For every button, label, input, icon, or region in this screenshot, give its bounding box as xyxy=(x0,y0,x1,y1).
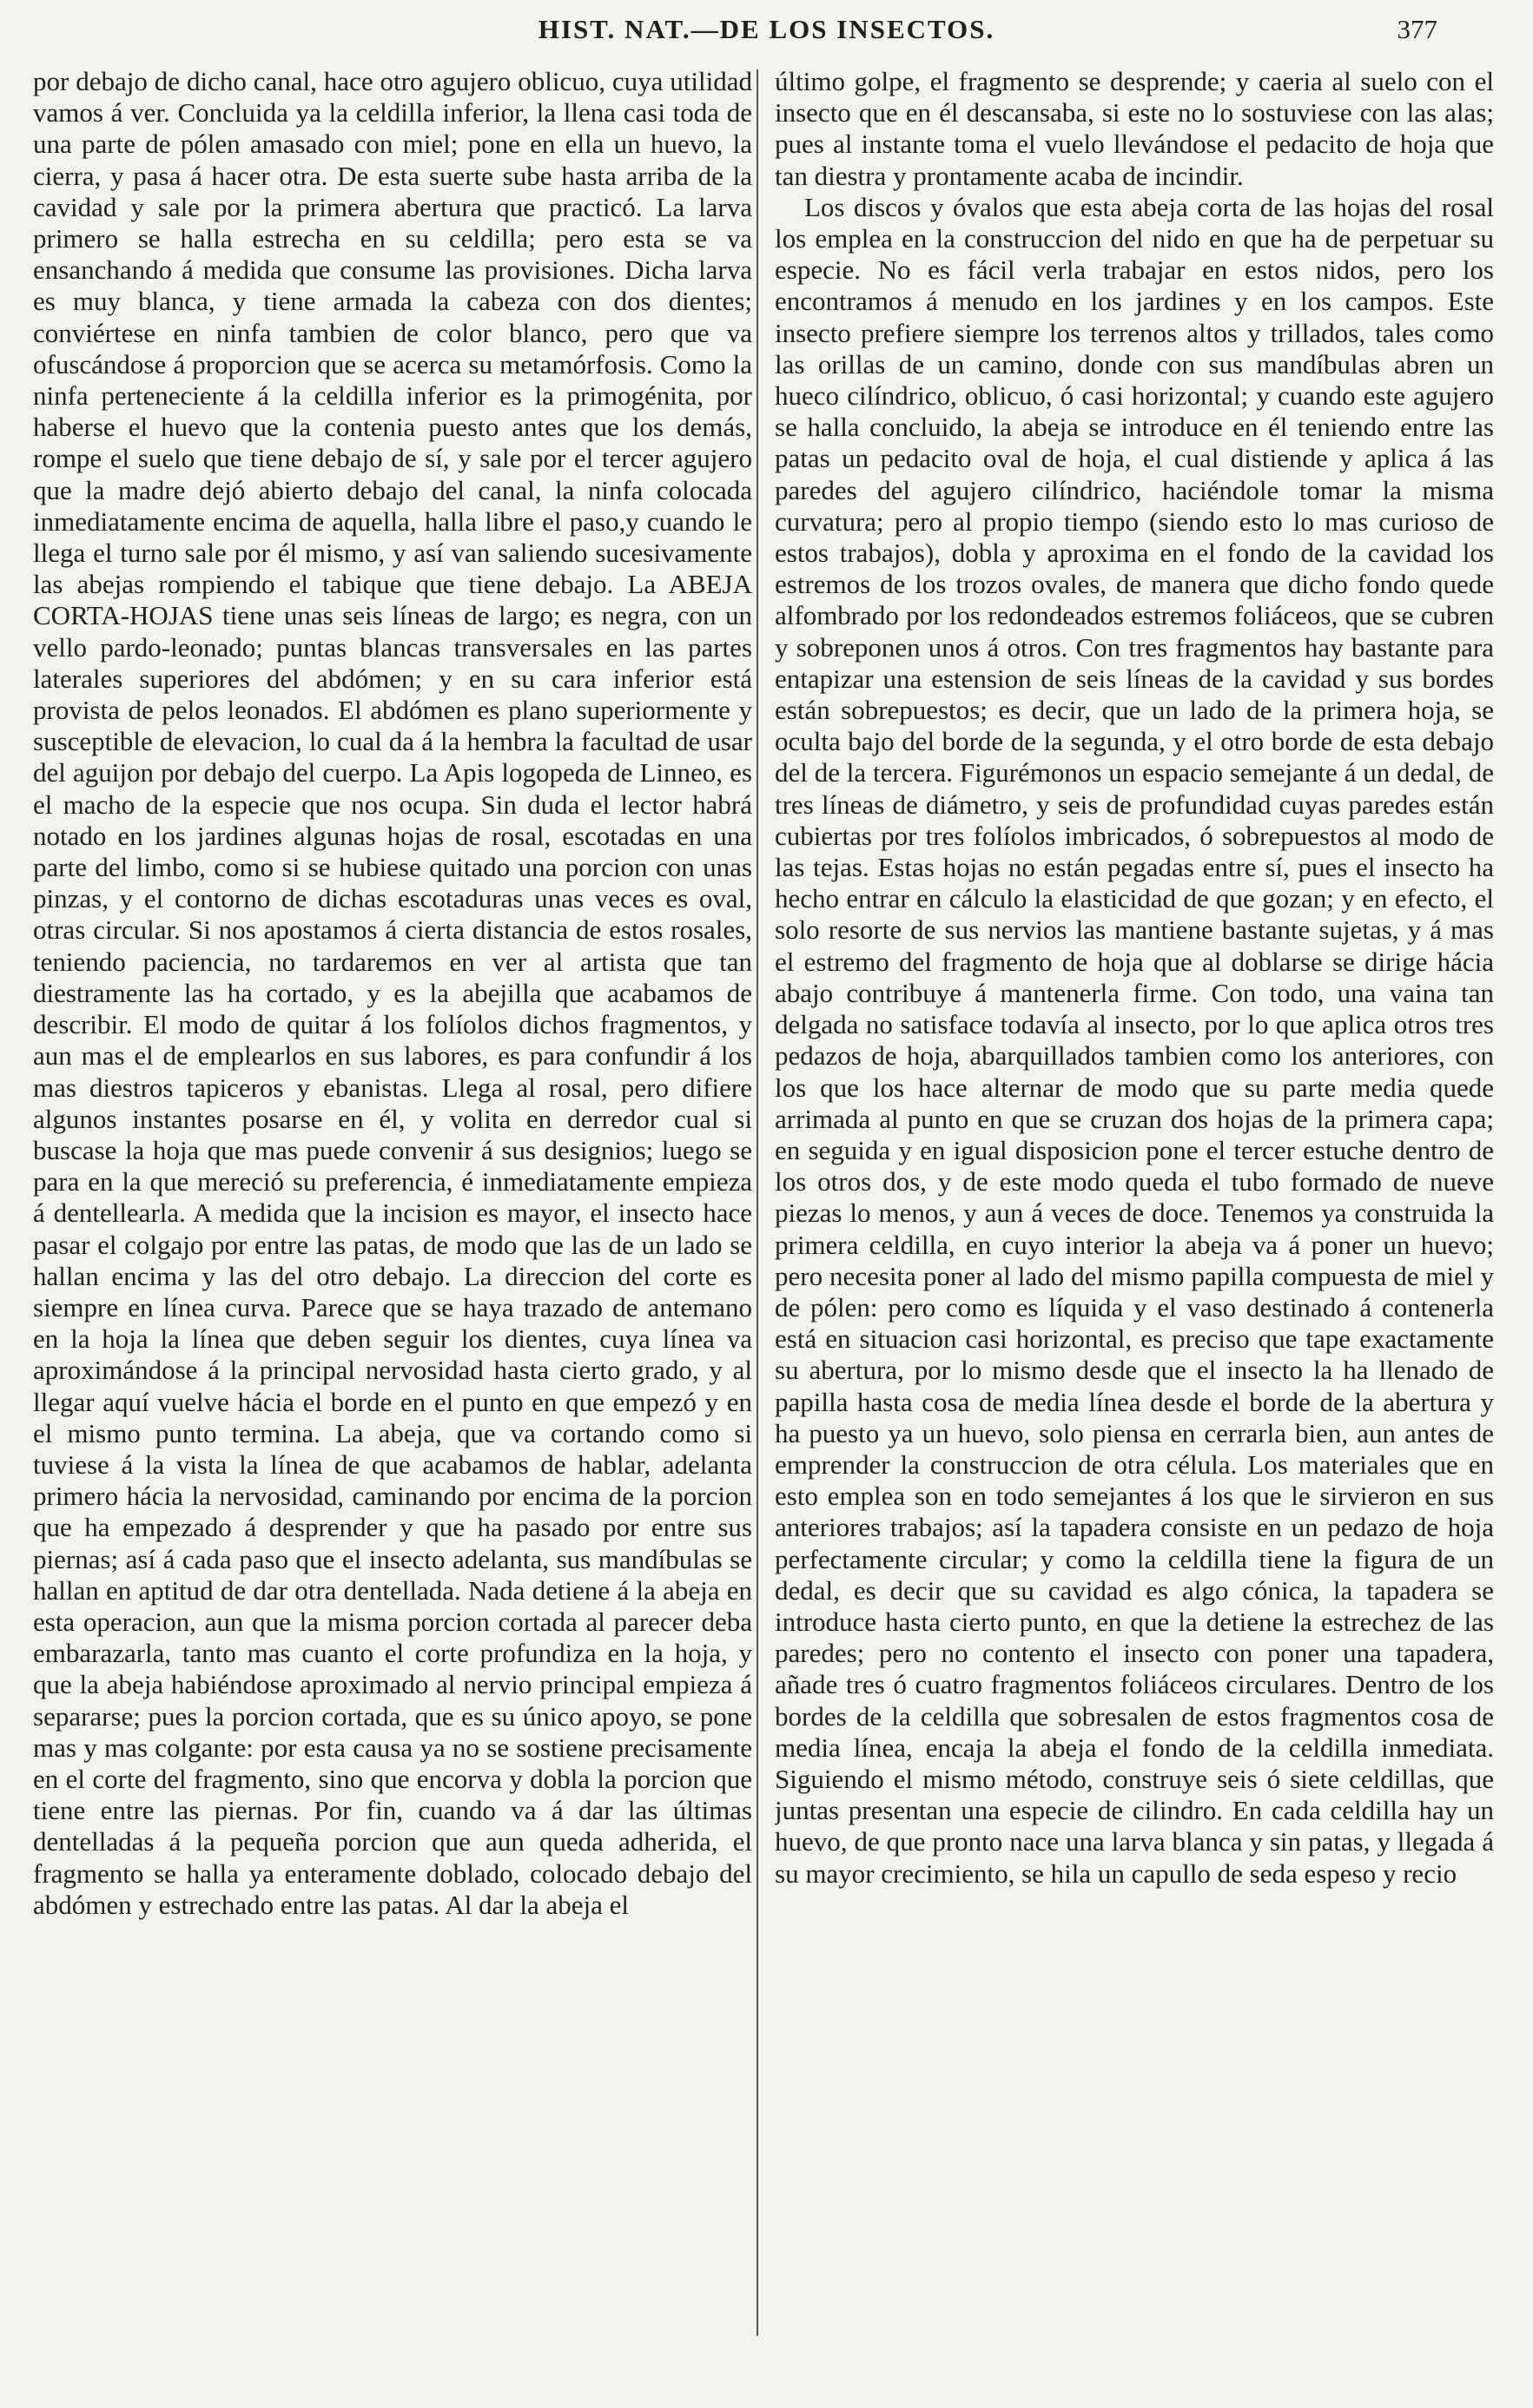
text-columns xyxy=(33,66,1494,2359)
right-column xyxy=(775,66,1494,2359)
left-paragraph-1: por debajo de dicho canal, hace otro agujero oblicuo, cuya utilidad vamos á ver. Concluida ya la celdilla inferior, la llena casi toda de una parte de pólen amasado con miel; pone en ella un huevo, la cierra, y pasa á hacer otra. De esta suerte sube hasta arriba de la cavidad y sale por la primera abertura que practicó. La larva primero se halla estrecha en su celdilla; pero esta se va ensanchando á medida que consume las provisiones. Dicha larva es muy blanca, y tiene armada la cabeza con dos dientes; conviértese en ninfa tambien de color blanco, pero que va ofuscándose á proporcion que se acerca su metamórfosis. Como la ninfa perteneciente á la celdilla inferior es la primogénita, por haberse el huevo que la contenia puesto antes que los demás, rompe el suelo que tiene debajo de sí, y sale por el tercer agujero que la madre dejó abierto debajo del canal, la ninfa colocada inmediatamente encima de aquella, halla libre el paso,y cuando le llega el turno sale por él mismo, y así van saliendo sucesivamente las abejas rompiendo el tabique que tiene debajo. La ABEJA CORTA-HOJAS tiene unas seis líneas de largo; es negra, con un vello pardo-leonado; puntas blancas transversales en las partes laterales superiores del abdómen; y en su cara inferior está provista de pelos leonados. El abdómen es plano superiormente y susceptible de elevacion, lo cual da á la hembra la facultad de usar del aguijon por debajo del cuerpo. La Apis logopeda de Linneo, es el macho de la especie que nos ocupa. Sin duda el lector habrá notado en los jardines algunas hojas de rosal, escotadas en una parte del limbo, como si se hubiese quitado una porcion con unas pinzas, y el contorno de dichas escotaduras unas veces es oval, otras circular. Si nos apostamos á cierta distancia de estos rosales, teniendo paciencia, no tardaremos en ver al artista que tan diestramente las ha cortado, y es la abejilla que acabamos de describir. El modo de quitar á los folíolos dichos fragmentos, y aun mas el de emplearlos en sus labores, es para confundir á los mas diestros tapiceros y ebanistas. Llega al rosal, pero difiere algunos instantes posarse en él, y volita en derredor cual si buscase la hoja que mas puede convenir á sus designios; luego se para en la que mereció su preferencia, é inmediatamente empieza á dentellearla. A medida que la incision es mayor, el insecto hace pasar el colgajo por entre las patas, de modo que las de un lado se hallan encima y las del otro debajo. La direccion del corte es siempre en línea curva. Parece que se haya trazado de antemano en la hoja la línea que deben seguir los dientes, cuya línea va aproximándose á la principal nervosidad hasta cierto grado, y al llegar aquí vuelve hácia el borde en el punto en que empezó y en el mismo punto termina. La abeja, que va cortando como si tuviese á la vista la línea de que acabamos de hablar, adelanta primero hácia la nervosidad, caminando por encima de la porcion que ha empezado á desprender y que ha pasado por entre sus piernas; así á cada paso que el insecto adelanta, sus mandíbulas se hallan en aptitud de dar otra dentellada. Nada detiene á la abeja en esta operacion, aun que la misma porcion cortada al parecer deba embarazarla, tanto mas cuanto el corte profundiza en la hoja, y que la abeja habiéndose aproximado al nervio principal empieza á separarse; pues la porcion cortada, que es su único apoyo, se pone mas y mas colgante: por esta causa ya no se sostiene precisamente en el corte del fragmento, sino que encorva y dobla la porcion que tiene entre las piernas. Por fin, cuando va á dar las últimas dentelladas á la pequeña porcion que aun queda adherida, el fragmento se halla ya enteramente doblado, colocado debajo del abdómen y estrechado entre las patas. Al dar la abeja el xyxy=(33,66,752,1920)
page-number: 377 xyxy=(1397,14,1437,44)
right-paragraph-1: último golpe, el fragmento se desprende; y caeria al suelo con el insecto que en él descansaba, si este no lo sostuviese con las alas; pues al instante toma el vuelo llevándose el pedacito de hoja que tan diestra y prontamente acaba de incindir. xyxy=(775,66,1494,191)
right-paragraph-2: Los discos y óvalos que esta abeja corta de las hojas del rosal los emplea en la construccion del nido en que ha de perpetuar su especie. No es fácil verla trabajar en estos nidos, pero los encontramos á menudo en los jardines y en los campos. Este insecto prefiere siempre los terrenos altos y trillados, tales como las orillas de un camino, donde con sus mandíbulas abren un hueco cilíndrico, oblicuo, ó casi horizontal; y cuando este agujero se halla concluido, la abeja se introduce en él teniendo entre las patas un pedacito oval de hoja, el cual distiende y aplica á las paredes del agujero cilíndrico, haciéndole tomar la misma curvatura; pero al propio tiempo (siendo esto lo mas curioso de estos trabajos), dobla y aproxima en el fondo de la cavidad los estremos de los trozos ovales, de manera que dicho fondo quede alfombrado por los redondeados estremos foliáceos, que se cubren y sobreponen unos á otros. Con tres fragmentos hay bastante para entapizar una estension de seis líneas de la cavidad y sus bordes están sobrepuestos; es decir, que un lado de la primera hoja, se oculta bajo del borde de la segunda, y el otro borde de esta debajo del de la tercera. Figurémonos un espacio semejante á un dedal, de tres líneas de diámetro, y seis de profundidad cuyas paredes están cubiertas por tres folíolos imbricados, ó sobrepuestos al modo de las tejas. Estas hojas no están pegadas entre sí, pues el insecto ha hecho entrar en cálculo la elasticidad de que gozan; y en efecto, el solo resorte de sus nervios las mantiene bastante sujetas, y á mas el estremo del fragmento de hoja que al doblarse se dirige hácia abajo contribuye á mantenerla firme. Con todo, una vaina tan delgada no satisface todavía al insecto, por lo que aplica otros tres pedazos de hoja, abarquillados tambien como los anteriores, con los que los hace alternar de modo que su parte media quede arrimada al punto en que se cruzan dos hojas de la primera capa; en seguida y en igual disposicion pone el tercer estuche dentro de los otros dos, y de este modo queda el tubo formado de nueve piezas lo menos, y aun á veces de doce. Tenemos ya construida la primera celdilla, en cuyo interior la abeja va á poner un huevo; pero necesita poner al lado del mismo papilla compuesta de miel y de pólen: pero como es líquida y el vaso destinado á contenerla está en situacion casi horizontal, es preciso que tape exactamente su abertura, por lo mismo desde que el insecto la ha llenado de papilla hasta cosa de media línea desde el borde de la abertura y ha puesto ya un huevo, solo piensa en cerrarla bien, aun antes de emprender la construccion de otra célula. Los materiales que en esto emplea son en todo semejantes á los que le sirvieron en sus anteriores trabajos; así la tapadera consiste en un pedazo de hoja perfectamente circular; y como la celdilla tiene la figura de un dedal, es decir que su cavidad es algo cónica, la tapadera se introduce hasta cierto punto, en que la detiene la estrechez de las paredes; pero no contento el insecto con poner una tapadera, añade tres ó cuatro fragmentos foliáceos circulares. Dentro de los bordes de la celdilla que sobresalen de estos fragmentos cosa de media línea, encaja la abeja el fondo de la celdilla inmediata. Siguiendo el mismo método, construye seis ó siete celdillas, que juntas presentan una especie de cilindro. En cada celdilla hay un huevo, de que pronto nace una larva blanca y sin patas, y llegada á su mayor crecimiento, se hila un capullo de seda espeso y recio xyxy=(775,191,1494,1889)
page-header xyxy=(35,14,1498,56)
left-column xyxy=(33,66,752,2359)
running-title: HIST. NAT.—DE LOS INSECTOS. xyxy=(538,14,995,44)
